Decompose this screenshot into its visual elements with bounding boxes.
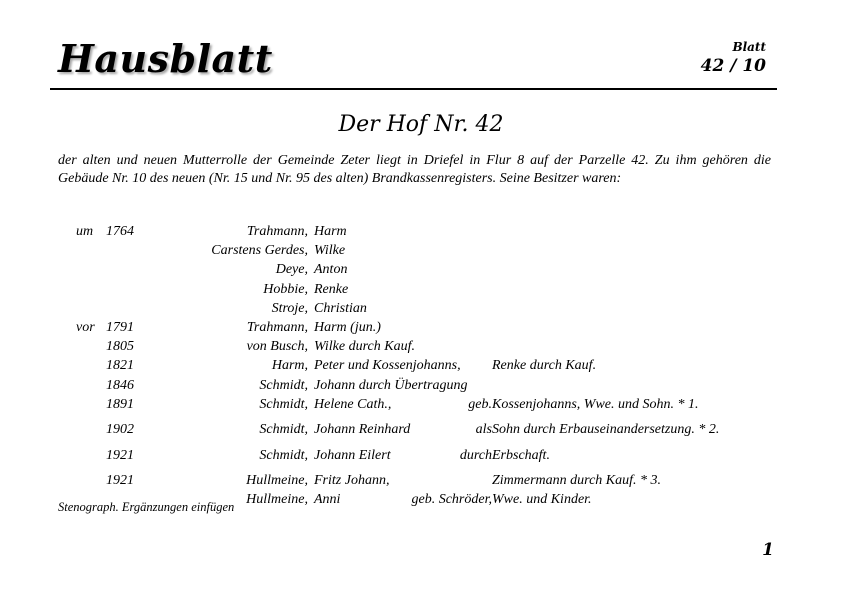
owner-prefix: [76, 260, 106, 279]
owner-note: [492, 241, 792, 260]
owner-year: 1891: [106, 396, 134, 412]
owner-given: Peter und Kossenjohanns,: [314, 358, 461, 374]
owner-prefix: [76, 299, 106, 318]
owner-prefix: [76, 337, 106, 356]
owner-surname: Harm,: [271, 358, 308, 374]
owner-given: Fritz Johann,: [314, 473, 390, 489]
owner-note: [492, 318, 792, 337]
owner-row: [76, 318, 792, 337]
owner-given: [314, 395, 492, 420]
owner-prefix: [76, 356, 106, 375]
owner-given-suffix: geb.: [468, 396, 492, 412]
owner-row: [76, 260, 792, 279]
sheet-label: Blatt: [732, 40, 766, 54]
header-rule: [50, 88, 777, 90]
owner-row: [76, 376, 792, 395]
owner-surname: Hobbie,: [263, 281, 308, 297]
owner-year: 1791: [106, 320, 134, 336]
owner-given: Anton: [314, 262, 348, 278]
owner-prefix: [76, 280, 106, 299]
owner-surname: von Busch,: [246, 339, 308, 355]
owner-surname: Schmidt,: [259, 422, 308, 438]
owner-prefix: [76, 395, 106, 420]
owner-note: Wwe. und Kinder.: [492, 492, 592, 508]
owner-year: 1846: [106, 377, 134, 393]
owner-given-suffix: geb. Schröder,: [411, 492, 492, 508]
owner-year: [106, 299, 166, 318]
owner-row: [76, 395, 792, 420]
owner-given-suffix: durch: [459, 447, 492, 463]
owner-prefix: vor: [76, 320, 95, 336]
sheet-number: 42 / 10: [700, 56, 766, 76]
owner-note: [492, 337, 792, 356]
owner-surname: Trahmann,: [246, 224, 308, 239]
owner-surname: Schmidt,: [259, 377, 308, 393]
owner-surname: Schmidt,: [259, 447, 308, 463]
owner-note: Zimmermann durch Kauf. * 3.: [492, 473, 662, 489]
page-number: 1: [762, 540, 774, 560]
owner-given: Harm: [314, 224, 347, 239]
owner-given: [314, 446, 492, 471]
owner-row: [76, 299, 792, 318]
owner-given: [314, 420, 492, 445]
farm-heading: Der Hof Nr. 42: [338, 112, 504, 137]
owner-row: [76, 471, 792, 490]
owner-given: Christian: [314, 300, 367, 316]
owner-note: Renke durch Kauf.: [492, 358, 597, 374]
owner-surname: Schmidt,: [259, 396, 308, 412]
owner-given-suffix: als: [475, 422, 492, 438]
sheet-number-box: [701, 40, 766, 76]
owner-year: [106, 260, 166, 279]
document-title: Hausblatt: [58, 36, 273, 81]
footnote: Stenograph. Ergänzungen einfügen: [58, 500, 235, 514]
owner-given: Harm (jun.): [314, 320, 381, 336]
owner-note: [492, 299, 792, 318]
owner-row: [76, 337, 792, 356]
owner-prefix: [76, 241, 106, 260]
owner-surname: Hullmeine,: [246, 492, 308, 508]
owner-given-name: Helene Cath.,: [314, 396, 392, 412]
owner-row: [76, 280, 792, 299]
owner-prefix: um: [76, 224, 94, 239]
owner-surname: Deye,: [275, 262, 308, 278]
owner-note: Kossenjohanns, Wwe. und Sohn. * 1.: [492, 396, 699, 412]
owner-given-name: Johann Reinhard: [314, 422, 411, 438]
owner-prefix: [76, 471, 106, 490]
owners-table: [76, 222, 792, 516]
owner-row: [76, 356, 792, 375]
owner-note: Erbschaft.: [492, 447, 550, 463]
owner-year: 1921: [106, 473, 134, 489]
owner-note: [492, 222, 792, 241]
owner-surname: Hullmeine,: [246, 473, 308, 489]
owner-year: 1805: [106, 339, 134, 355]
owner-surname: Stroje,: [271, 300, 308, 316]
owner-prefix: [76, 446, 106, 471]
owner-year: 1821: [106, 358, 134, 374]
owner-row: [76, 420, 792, 445]
owner-given-name: Anni: [314, 492, 341, 508]
owner-year: 1764: [106, 224, 134, 239]
owner-year: 1921: [106, 447, 134, 463]
owner-year: [106, 280, 166, 299]
owner-given: Johann durch Übertragung: [314, 377, 468, 393]
owner-surname: Trahmann,: [246, 320, 308, 336]
owner-surname: Carstens Gerdes,: [211, 243, 308, 259]
owner-given: [314, 490, 492, 515]
owner-given: Wilke: [314, 243, 346, 259]
owner-note: Sohn durch Erbauseinandersetzung. * 2.: [492, 422, 720, 438]
owner-note: [492, 260, 792, 279]
owner-note: [492, 376, 792, 395]
owner-year: [106, 241, 166, 260]
owner-given-name: Johann Eilert: [314, 447, 391, 463]
owner-given: Renke: [314, 281, 349, 297]
owner-note: [492, 280, 792, 299]
owner-prefix: [76, 376, 106, 395]
owner-given: Wilke durch Kauf.: [314, 339, 415, 355]
owner-row: [76, 446, 792, 471]
owner-row: [76, 222, 792, 241]
owner-prefix: [76, 420, 106, 445]
owner-row: [76, 241, 792, 260]
intro-paragraph: der alten und neuen Mutterrolle der Gemeinde Zeter liegt in Driefel in Flur 8 auf der Parzelle 42. Zu ihm gehören die Gebäude Nr. 10 des neuen (Nr. 15 und Nr. 95 des alten) Brandkassenregisters. Seine Besitzer waren:: [58, 153, 771, 186]
owner-year: 1902: [106, 422, 134, 438]
